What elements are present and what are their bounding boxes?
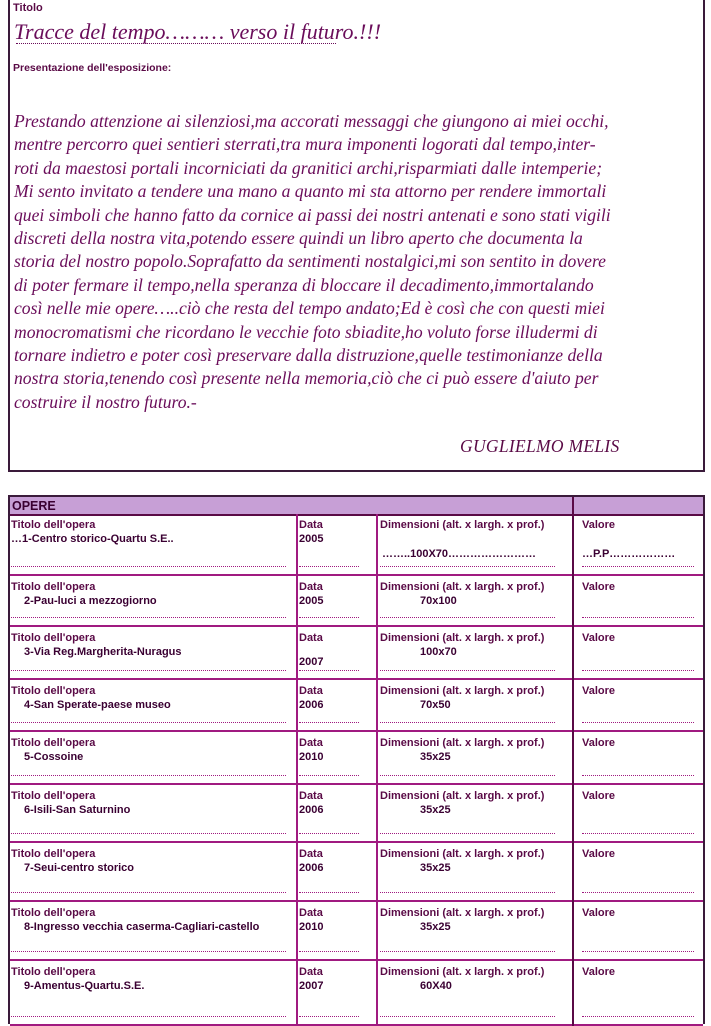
dotted-field-line: [380, 722, 555, 723]
dimensions-label: Dimensioni (alt. x largh. x prof.): [380, 632, 545, 644]
table-row: [10, 843, 703, 902]
work-date: 2007: [299, 980, 324, 992]
table-row: [10, 680, 703, 732]
value-label: Valore: [582, 966, 616, 978]
presentation-label: Presentazione dell'esposizione:: [13, 62, 172, 74]
dotted-field-line: [582, 951, 694, 952]
work-title: 4-San Sperate-paese museo: [24, 699, 171, 711]
value-label: Valore: [582, 632, 616, 644]
date-label: Data: [299, 632, 323, 644]
value-label: Valore: [582, 519, 616, 531]
presentation-line: storia del nostro popolo.Soprafatto da sentimenti nostalgici,mi son sentito in dovere: [14, 251, 606, 272]
dotted-field-line: [299, 892, 359, 893]
dotted-field-line: [582, 892, 694, 893]
work-title: 2-Pau-luci a mezzogiorno: [24, 595, 157, 607]
title-label: Titolo dell'opera: [11, 685, 96, 697]
dotted-field-line: [380, 775, 555, 776]
work-dimensions: 35x25: [420, 862, 451, 874]
dotted-field-line: [380, 892, 555, 893]
works-header-title: OPERE: [12, 499, 56, 513]
work-dimensions: 60X40: [420, 980, 452, 992]
exhibition-form: [8, 0, 705, 472]
presentation-line: mentre percorro quei sentieri sterrati,tra mura imponenti logorati dal tempo,inter-: [14, 134, 596, 155]
work-dimensions: ……..100X70……………………: [382, 548, 537, 560]
header-divider: [572, 497, 574, 514]
work-dimensions: 35x25: [420, 921, 451, 933]
dimensions-label: Dimensioni (alt. x largh. x prof.): [380, 790, 545, 802]
dotted-field-line: [582, 617, 694, 618]
work-title: 6-Isili-San Saturnino: [24, 804, 131, 816]
dotted-field-line: [582, 775, 694, 776]
presentation-line: costruire il nostro futuro.-: [14, 391, 197, 412]
work-date: 2010: [299, 921, 324, 933]
table-row: [10, 732, 703, 785]
date-label: Data: [299, 790, 323, 802]
value-label: Valore: [582, 790, 616, 802]
dotted-field-line: [582, 722, 694, 723]
dotted-field-line: [299, 722, 359, 723]
dotted-field-line: [11, 722, 286, 723]
value-label: Valore: [582, 581, 616, 593]
presentation-line: quei simboli che hanno fatto da cornice ai passi dei nostri antenati e sono stati vigili: [14, 204, 611, 225]
dotted-field-line: [582, 670, 694, 671]
date-label: Data: [299, 907, 323, 919]
dotted-field-line: [299, 833, 359, 834]
dotted-field-line: [582, 1016, 694, 1017]
presentation-line: Prestando attenzione ai silenziosi,ma accorati messaggi che giungono ai miei occhi,: [14, 111, 609, 131]
table-row: [10, 627, 703, 680]
work-dimensions: 70x50: [420, 699, 451, 711]
title-label: Titolo dell'opera: [11, 966, 96, 978]
table-row: [10, 576, 703, 627]
value-label: Valore: [582, 685, 616, 697]
work-date: 2006: [299, 862, 324, 874]
work-date: 2005: [299, 533, 324, 545]
date-label: Data: [299, 737, 323, 749]
dimensions-label: Dimensioni (alt. x largh. x prof.): [380, 519, 545, 531]
dimensions-label: Dimensioni (alt. x largh. x prof.): [380, 737, 545, 749]
dotted-field-line: [380, 833, 555, 834]
table-row: [10, 514, 703, 576]
title-label: Titolo dell'opera: [11, 907, 96, 919]
dotted-field-line: [380, 670, 555, 671]
column-divider: [376, 514, 378, 1026]
dotted-field-line: [380, 1016, 555, 1017]
dotted-field-line: [11, 892, 286, 893]
presentation-line: Mi sento invitato a tendere una mano a quanto mi sta attorno per rendere immortali: [14, 181, 607, 202]
exhibition-title: Tracce del tempo……… verso il futuro.!!!: [14, 19, 382, 44]
presentation-text: [14, 110, 704, 414]
title-label: Titolo dell'opera: [11, 790, 96, 802]
dotted-field-line: [582, 566, 694, 567]
presentation-line: così nelle mie opere…..ciò che resta del tempo andato;Ed è così che con questi miei: [14, 298, 605, 319]
table-row: [10, 961, 703, 1026]
dotted-field-line: [582, 833, 694, 834]
title-label: Titolo: [13, 2, 43, 14]
dotted-field-line: [299, 566, 359, 567]
date-label: Data: [299, 685, 323, 697]
table-row: [10, 785, 703, 843]
dotted-field-line: [11, 670, 286, 671]
presentation-line: roti da maestosi portali incorniciati da granitici archi,risparmiati dalle intemperie;: [14, 157, 603, 178]
dotted-field-line: [299, 1016, 359, 1017]
presentation-line: di poter fermare il tempo,nella speranza di bloccare il decadimento,immortalando: [14, 274, 594, 295]
dotted-field-line: [11, 1016, 286, 1017]
dotted-field-line: [299, 670, 359, 671]
table-row: [10, 902, 703, 961]
dimensions-label: Dimensioni (alt. x largh. x prof.): [380, 685, 545, 697]
work-date: 2005: [299, 595, 324, 607]
title-underline: [16, 43, 336, 44]
date-label: Data: [299, 966, 323, 978]
dimensions-label: Dimensioni (alt. x largh. x prof.): [380, 907, 545, 919]
work-date: 2010: [299, 751, 324, 763]
date-label: Data: [299, 581, 323, 593]
dotted-field-line: [11, 617, 286, 618]
dotted-field-line: [299, 617, 359, 618]
value-label: Valore: [582, 907, 616, 919]
work-date: 2007: [299, 656, 324, 668]
work-dimensions: 100x70: [420, 646, 457, 658]
dotted-field-line: [299, 775, 359, 776]
author-signature: GUGLIELMO MELIS: [460, 436, 620, 456]
presentation-line: discreti della nostra vita,potendo essere quindi un libro aperto che documenta la: [14, 228, 583, 249]
dotted-field-line: [11, 951, 286, 952]
date-label: Data: [299, 519, 323, 531]
work-value: …P.P………………: [582, 548, 676, 560]
work-dimensions: 70x100: [420, 595, 457, 607]
title-label: Titolo dell'opera: [11, 519, 96, 531]
presentation-line: monocromatismi che ricordano le vecchie foto sbiadite,ho voluto forse illudermi di: [14, 321, 598, 342]
title-label: Titolo dell'opera: [11, 632, 96, 644]
presentation-line: tornare indietro e poter così preservare dalla distruzione,quelle testimonianze della: [14, 345, 603, 366]
title-label: Titolo dell'opera: [11, 581, 96, 593]
column-divider: [572, 514, 574, 1026]
work-date: 2006: [299, 699, 324, 711]
dimensions-label: Dimensioni (alt. x largh. x prof.): [380, 966, 545, 978]
work-title: 3-Via Reg.Margherita-Nuragus: [24, 646, 182, 658]
work-title: 8-Ingresso vecchia caserma-Cagliari-castello: [24, 921, 260, 933]
dotted-field-line: [380, 617, 555, 618]
work-title: …1-Centro storico-Quartu S.E..: [11, 533, 174, 545]
work-dimensions: 35x25: [420, 751, 451, 763]
title-label: Titolo dell'opera: [11, 737, 96, 749]
work-title: 7-Seui-centro storico: [24, 862, 135, 874]
works-table: [8, 495, 705, 1024]
value-label: Valore: [582, 737, 616, 749]
title-label: Titolo dell'opera: [11, 848, 96, 860]
dotted-field-line: [11, 566, 286, 567]
dimensions-label: Dimensioni (alt. x largh. x prof.): [380, 848, 545, 860]
dotted-field-line: [299, 951, 359, 952]
dotted-field-line: [380, 951, 555, 952]
value-label: Valore: [582, 848, 616, 860]
work-title: 5-Cossoine: [24, 751, 84, 763]
work-title: 9-Amentus-Quartu.S.E.: [24, 980, 145, 992]
column-divider: [296, 514, 298, 1026]
dotted-field-line: [11, 833, 286, 834]
presentation-line: nostra storia,tenendo così presente nella memoria,ciò che ci può essere d'aiuto per: [14, 368, 599, 389]
dotted-field-line: [380, 566, 555, 567]
dotted-field-line: [11, 775, 286, 776]
date-label: Data: [299, 848, 323, 860]
work-dimensions: 35x25: [420, 804, 451, 816]
work-date: 2006: [299, 804, 324, 816]
dimensions-label: Dimensioni (alt. x largh. x prof.): [380, 581, 545, 593]
